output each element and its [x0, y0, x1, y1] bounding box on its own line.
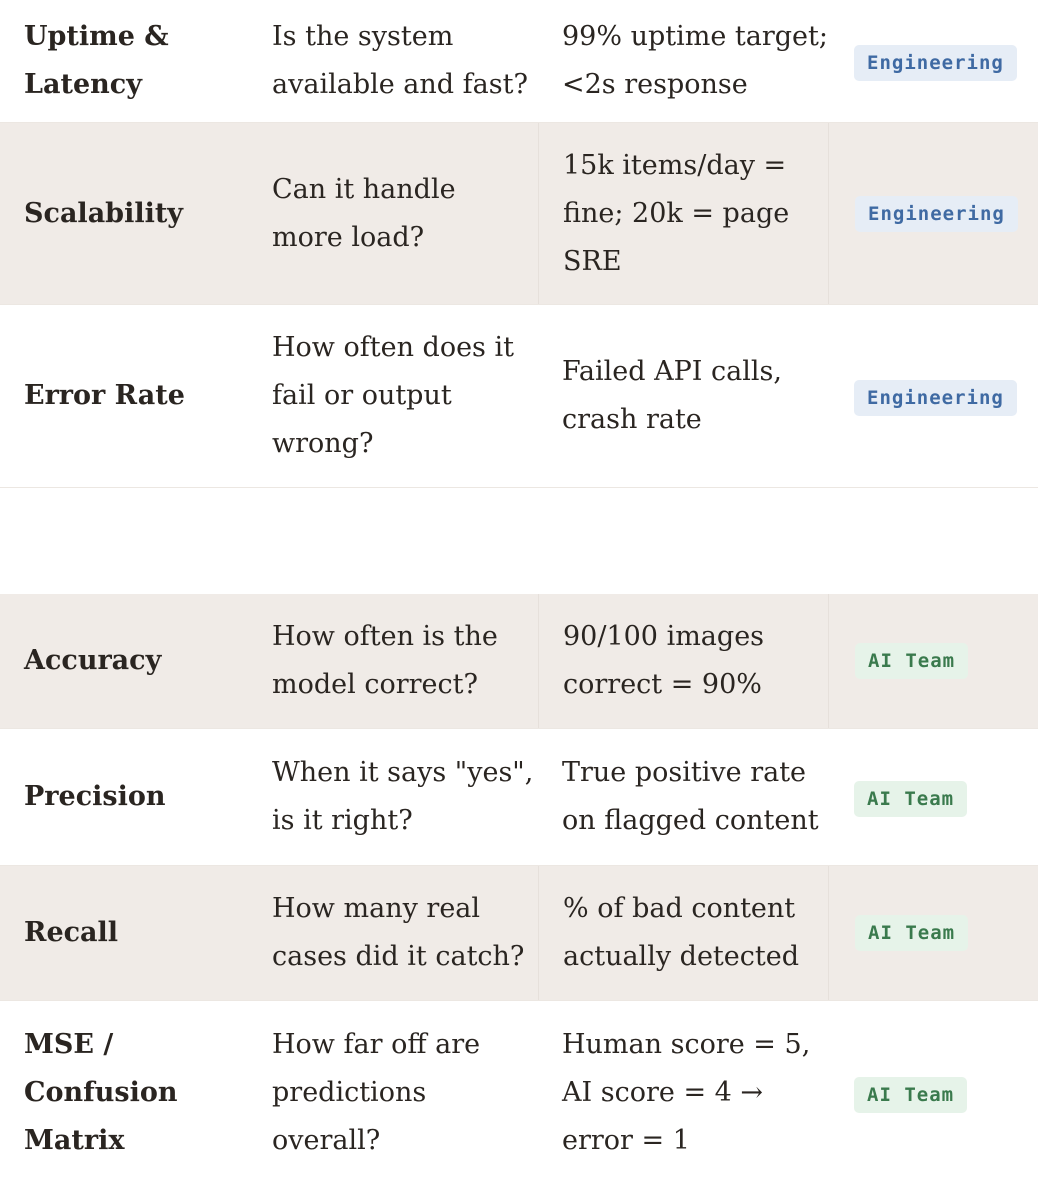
metric-name: MSE / Confusion Matrix: [24, 1028, 178, 1156]
owner-badge: AI Team: [854, 1077, 967, 1113]
table-row: [0, 305, 1038, 488]
metric-name: Uptime & Latency: [24, 21, 169, 100]
table-row: [0, 866, 1038, 1001]
owner-badge: Engineering: [854, 45, 1017, 81]
owner-cell: [828, 37, 1038, 85]
group-spacer: [0, 488, 1038, 594]
metric-example: Human score = 5, AI score = 4 → error = 1: [562, 1028, 811, 1156]
owner-cell: [828, 1069, 1038, 1117]
metric-example: True positive rate on flagged content: [562, 757, 819, 836]
table-row: [0, 729, 1038, 866]
owner-badge: AI Team: [855, 915, 968, 951]
table-row: [0, 1001, 1038, 1184]
owner-cell: [828, 866, 1038, 1000]
metric-example: % of bad content actually detected: [538, 866, 828, 1000]
metric-question: How far off are predictions overall?: [272, 1028, 481, 1156]
metric-name: Accuracy: [24, 645, 162, 676]
metric-example: 99% uptime target; <2s response: [562, 21, 828, 100]
owner-cell: [828, 372, 1038, 420]
metric-question: When it says "yes", is it right?: [272, 757, 534, 836]
metric-name: Recall: [24, 917, 119, 948]
table-row: [0, 123, 1038, 305]
owner-badge: Engineering: [855, 196, 1018, 232]
owner-badge: Engineering: [854, 380, 1017, 416]
metric-question: How often is the model correct?: [272, 621, 498, 700]
owner-cell: [828, 123, 1038, 304]
metric-name: Precision: [24, 781, 166, 812]
table-row: [0, 0, 1038, 123]
owner-cell: [828, 594, 1038, 728]
owner-badge: AI Team: [855, 643, 968, 679]
owner-cell: [828, 773, 1038, 821]
metric-example: 15k items/day = fine; 20k = page SRE: [538, 123, 828, 304]
metric-example: 90/100 images correct = 90%: [538, 594, 828, 728]
metric-question: Is the system available and fast?: [272, 21, 528, 100]
metric-question: Can it handle more load?: [272, 173, 456, 253]
metric-example: Failed API calls, crash rate: [562, 356, 782, 435]
metric-question: How many real cases did it catch?: [272, 893, 525, 972]
owner-badge: AI Team: [854, 781, 967, 817]
metric-question: How often does it fail or output wrong?: [272, 332, 514, 459]
metric-name: Scalability: [24, 197, 183, 229]
table-row: [0, 594, 1038, 729]
metric-name: Error Rate: [24, 380, 185, 411]
